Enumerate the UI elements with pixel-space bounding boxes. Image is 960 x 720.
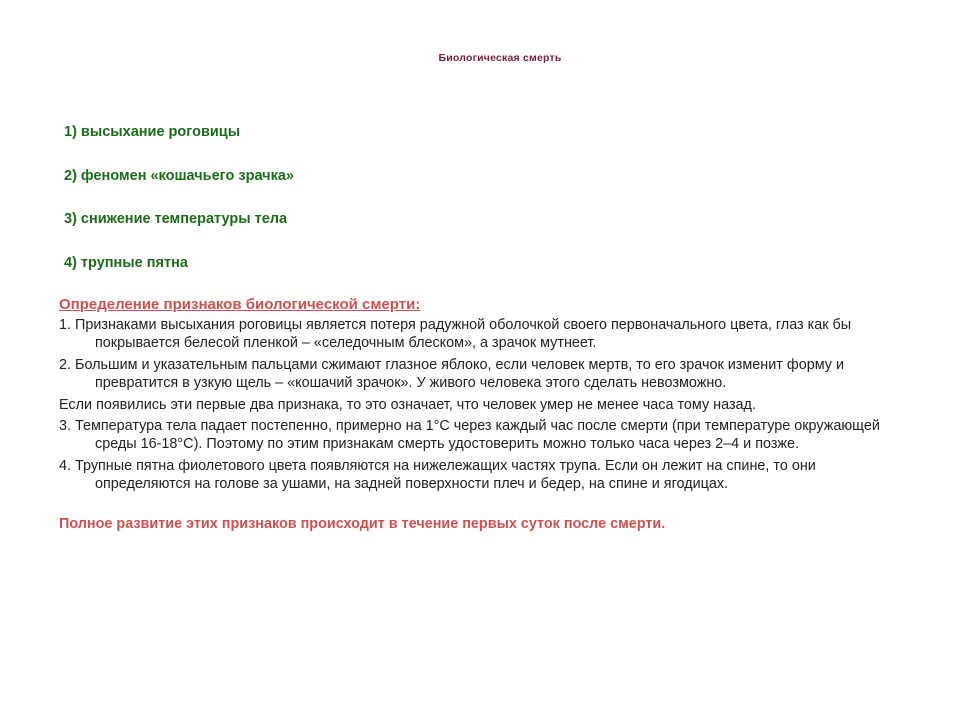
paragraph-cornea: 1. Признаками высыхания роговицы является потеря радужной оболочкой своего первоначального цвета, глаз как бы покрывается белесой пленкой – «селедочным блеском», а зрачок мутнеет. — [59, 317, 852, 352]
sign-item: 4) трупные пятна — [64, 254, 188, 271]
definition-heading: Определение признаков биологической смерти: — [59, 296, 421, 313]
slide-title: Биологическая смерть — [438, 52, 562, 64]
paragraph-cat-eye: 2. Большим и указательным пальцами сжимают глазное яблоко, если человек мертв, то его зрачок изменит форму и превратится в узкую щель – «кошачий зрачок». У живого человека этого сделать невозможно. — [59, 356, 844, 392]
signs-list — [64, 124, 294, 298]
paragraph-time-note: Если появились эти первые два признака, то это означает, что человек умер не менее часа тому назад. — [59, 396, 756, 413]
paragraph-livor-mortis: 4. Трупные пятна фиолетового цвета появляются на нижележащих частях трупа. Если он лежит на спине, то они определяются на голове за ушами, на задней поверхности плеч и бедер, на спине и ягодицах. — [59, 457, 816, 493]
sign-item: 3) снижение температуры тела — [64, 211, 288, 227]
definition-section — [59, 296, 909, 532]
final-note: Полное развитие этих признаков происходит в течение первых суток после смерти. — [59, 515, 666, 532]
paragraph-temperature: 3. Температура тела падает постепенно, примерно на 1°С через каждый час после смерти (при температуре окружающей среды 16-18°С). Поэтому по этим признакам смерть удостоверить можно только часа через 2–4 и позже. — [59, 418, 880, 453]
sign-item: 1) высыхание роговицы — [64, 124, 241, 140]
sign-item: 2) феномен «кошачьего зрачка» — [64, 167, 294, 184]
